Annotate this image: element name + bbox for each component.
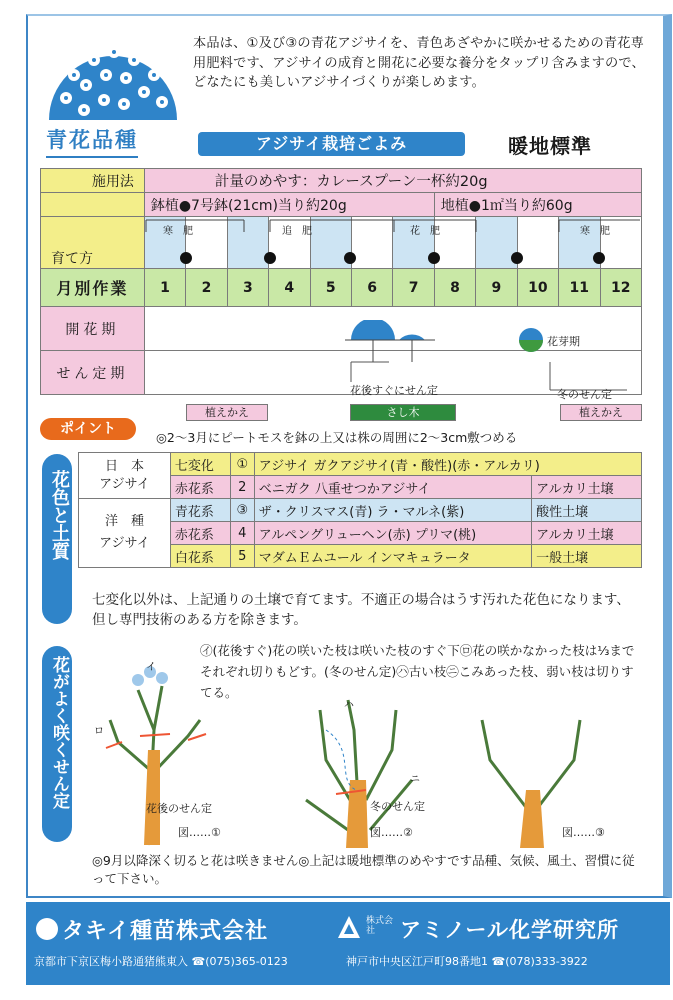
soil-type: 一般土壌 bbox=[532, 545, 642, 568]
month-1: 1 bbox=[144, 269, 185, 307]
dose-line: 計量のめやす：カレースプーン一杯約20g bbox=[144, 169, 641, 193]
bud-label: 花芽期 bbox=[547, 335, 580, 348]
fertilizer-timeline bbox=[144, 218, 644, 274]
mark-ro: ロ bbox=[94, 726, 104, 737]
soil-type: アルカリ土壌 bbox=[532, 522, 642, 545]
prune-side-title: 花がよく咲くせん定 bbox=[49, 656, 69, 809]
fert-winter-label: 寒 肥 bbox=[163, 226, 193, 237]
soil-color: 白花系 bbox=[170, 545, 230, 568]
variety-title: 青花品種 bbox=[46, 124, 138, 158]
soil-note: 七変化以外は、上記通りの土壌で育てます。不適正の場合はうす汚れた花色になります、但し専門技術のある方を除きます。 bbox=[92, 592, 630, 628]
ground-line: 地植●1㎡当り約60g bbox=[434, 193, 641, 217]
address-1: 京都市下京区梅小路通猪熊東入 ☎(075)365-0123 bbox=[34, 955, 288, 968]
soil-num: 4 bbox=[230, 522, 254, 545]
grow-label: 育て方 bbox=[41, 217, 145, 269]
month-3: 3 bbox=[227, 269, 268, 307]
point-text: ◎2～3月にピートモスを鉢の上又は株の周囲に2～3cm敷つめる bbox=[156, 430, 518, 445]
soil-group-japan: 日 本 アジサイ bbox=[79, 453, 171, 499]
soil-color: 赤花系 bbox=[170, 476, 230, 499]
prune-figure-1 bbox=[88, 650, 238, 850]
calendar-title: アジサイ栽培ごよみ bbox=[198, 132, 465, 156]
soil-type: 酸性土壌 bbox=[532, 499, 642, 522]
mark-i: イ bbox=[146, 662, 156, 673]
fig3-caption: 図……③ bbox=[562, 826, 605, 839]
month-6: 6 bbox=[351, 269, 392, 307]
fig2-label: 冬のせん定 bbox=[370, 800, 425, 813]
soil-num: ① bbox=[230, 453, 254, 476]
standard-label: 暖地標準 bbox=[508, 134, 592, 158]
bloom-label: 開花期 bbox=[41, 307, 145, 351]
company-2-prefix: 株式会社 bbox=[366, 916, 394, 936]
soil-desc: ザ・クリスマス(青) ラ・マルネ(紫) bbox=[254, 499, 531, 522]
month-11: 11 bbox=[559, 269, 600, 307]
soil-group-western: 洋 種 アジサイ bbox=[79, 499, 171, 568]
month-9: 9 bbox=[476, 269, 517, 307]
soil-num: ③ bbox=[230, 499, 254, 522]
soil-num: 5 bbox=[230, 545, 254, 568]
month-12: 12 bbox=[600, 269, 642, 307]
fig2-caption: 図……② bbox=[370, 826, 413, 839]
month-10: 10 bbox=[517, 269, 558, 307]
soil-desc: アルペングリューヘン(赤) プリマ(桃) bbox=[254, 522, 531, 545]
soil-color: 七変化 bbox=[170, 453, 230, 476]
point-label: ポイント bbox=[40, 418, 136, 440]
month-7: 7 bbox=[393, 269, 434, 307]
bottom-note: ◎9月以降深く切ると花は咲きません◎上記は暖地標準のめやすです品種、気候、風土、習慣に従って下さい。 bbox=[92, 853, 635, 886]
fig1-caption: 図……① bbox=[178, 826, 221, 839]
prune-text: ㋑(花後すぐ)花の咲いた枝は咲いた枝のすぐ下㋺花の咲かなかった枝は⅓までそれぞれ切りもどす。(冬のせん定)㋩古い枝㋥こみあった枝、弱い枝は切りすてる。 bbox=[200, 643, 635, 700]
soil-side-title: 花色と土質 bbox=[49, 470, 70, 560]
prune-label: せん定期 bbox=[41, 351, 145, 395]
company-1: タキイ種苗株式会社 bbox=[62, 919, 269, 944]
month-label: 月別作業 bbox=[41, 269, 145, 307]
soil-desc: マダムＥムユール インマキュラータ bbox=[254, 545, 531, 568]
soil-color: 青花系 bbox=[170, 499, 230, 522]
month-5: 5 bbox=[310, 269, 351, 307]
aminol-logo-icon bbox=[336, 914, 362, 944]
soil-color: 赤花系 bbox=[170, 522, 230, 545]
fert-chase-label: 追 肥 bbox=[282, 226, 312, 237]
bloom-marks bbox=[345, 320, 645, 364]
prune-after-label: 花後すぐにせん定 bbox=[350, 384, 438, 397]
month-8: 8 bbox=[434, 269, 475, 307]
soil-desc: ベニガク 八重せつかアジサイ bbox=[254, 476, 531, 499]
fert-flower-label: 花 肥 bbox=[410, 226, 440, 237]
repot-tag-1: 植えかえ bbox=[186, 404, 268, 421]
repot-tag-2: 植えかえ bbox=[560, 404, 642, 421]
hydrangea-badge-icon bbox=[44, 30, 182, 120]
takii-logo-icon bbox=[36, 918, 58, 940]
cutting-tag: さし木 bbox=[350, 404, 456, 421]
soil-type: アルカリ土壌 bbox=[532, 476, 642, 499]
prune-winter-label: 冬のせん定 bbox=[557, 388, 612, 401]
month-2: 2 bbox=[186, 269, 227, 307]
soil-desc: アジサイ ガクアジサイ(青・酸性)(赤・アルカリ) bbox=[254, 453, 641, 476]
month-4: 4 bbox=[269, 269, 310, 307]
soil-num: 2 bbox=[230, 476, 254, 499]
mark-ni: ニ bbox=[410, 774, 420, 785]
intro-text: 本品は、①及び③の青花アジサイを、青色あざやかに咲かせるための青花専用肥料です、アジサイの成育と開花に必要な養分をタップリ含みますので、どなたにも美しいアジサイづくりが楽しめます。 bbox=[193, 36, 645, 90]
fig1-label: 花後のせん定 bbox=[146, 802, 212, 815]
method-label: 施用法 bbox=[41, 169, 145, 193]
fert-winter2-label: 寒 肥 bbox=[580, 226, 610, 237]
mark-ha: ハ bbox=[344, 700, 354, 711]
prune-brackets bbox=[345, 360, 645, 400]
company-2: アミノール化学研究所 bbox=[400, 918, 619, 942]
pot-line: 鉢植●7号鉢(21cm)当り約20g bbox=[144, 193, 434, 217]
soil-table bbox=[78, 452, 642, 568]
address-2: 神戸市中央区江戸町98番地1 ☎(078)333-3922 bbox=[346, 955, 588, 968]
